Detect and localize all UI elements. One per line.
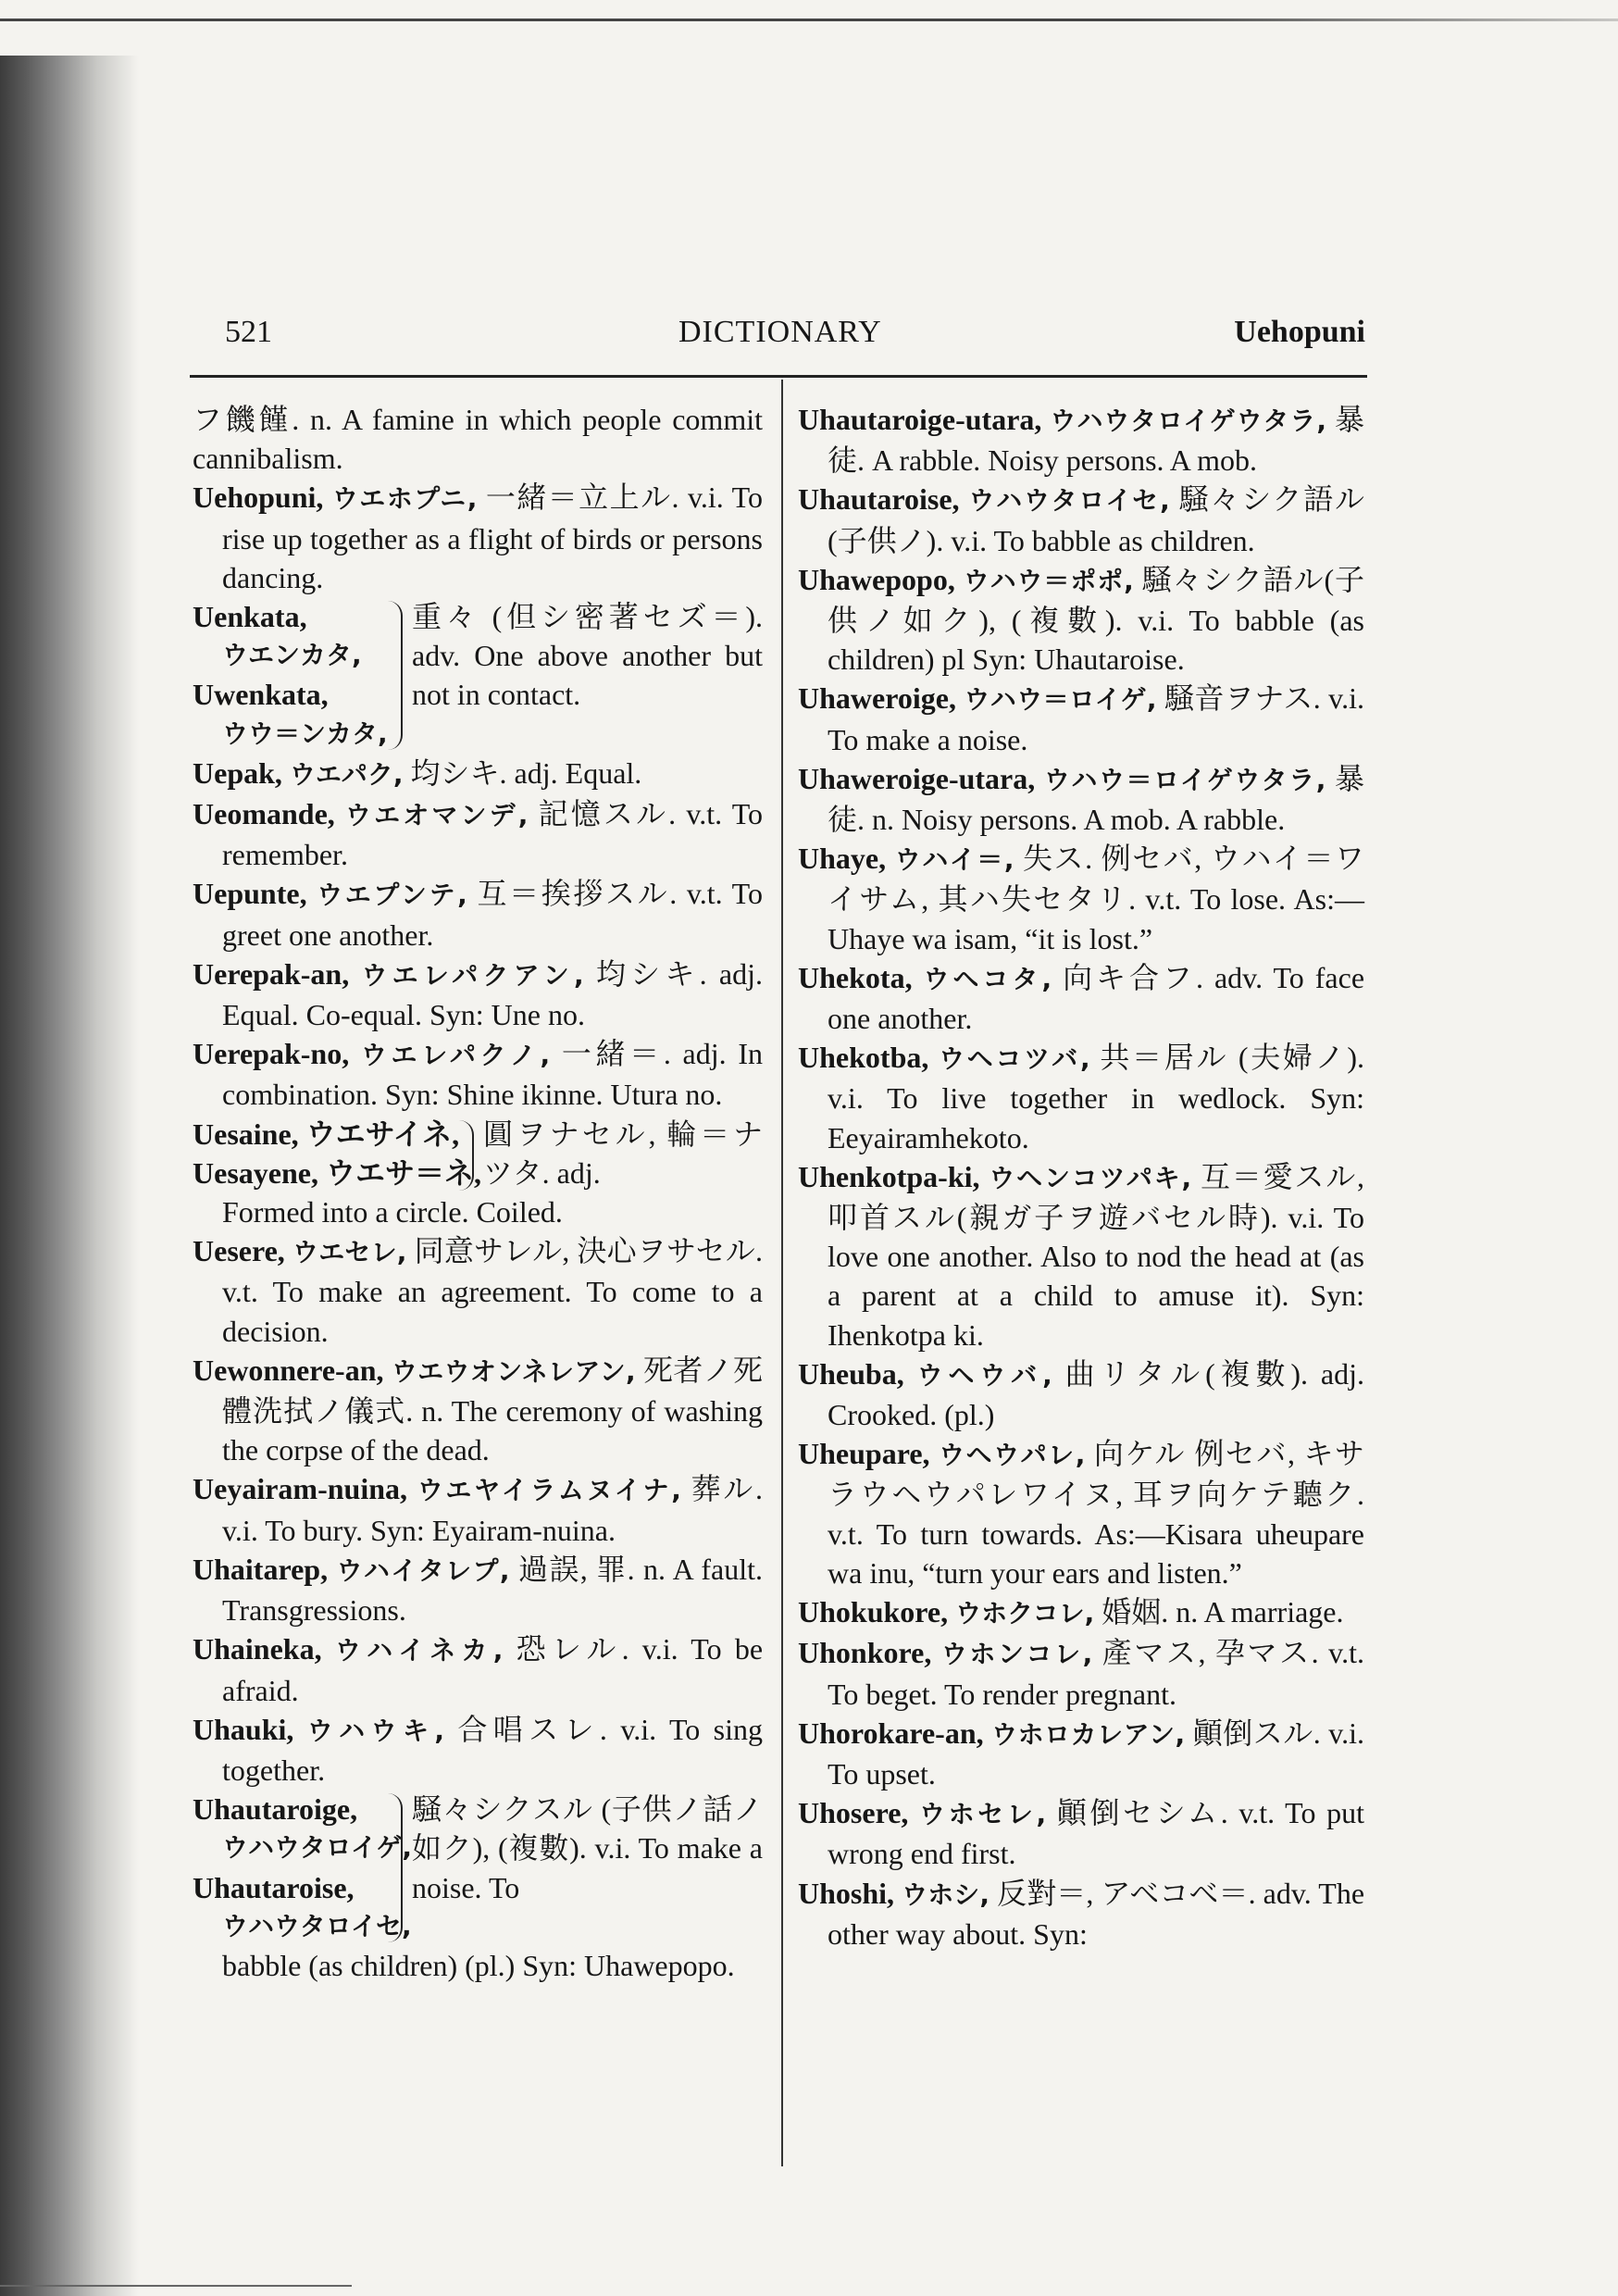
entry-definition: 一緒＝. adj. In combination. Syn: Shine ikinne. Utura no. [222,1037,763,1112]
entry-kana: ウヘウバ, [916,1359,1052,1391]
dictionary-entry [193,955,763,1034]
entry-headword-variant: ウハウタロイセ, [222,1910,412,1941]
entry-headword-variant: Uhautaroise, [193,1870,355,1904]
entry-kana: ウハウ＝ロイゲ, [964,684,1157,716]
entry-headword: Uerepak-an, [193,956,350,991]
entry-definition: 均シキ. adj. Equal. [410,755,642,790]
entry-headword: Uhoshi, [798,1876,895,1910]
scan-gutter-shadow [0,56,139,2296]
entry-kana: ウハイ＝, [894,844,1014,876]
entry-definition: 恐レル. v.i. To be afraid. [222,1632,764,1707]
curly-brace [388,601,403,750]
entry-headword: Uhonkore, [798,1636,932,1670]
entry-kana: ウエヤイラムヌイナ, [417,1475,681,1506]
entry-headword: Uhekota, [798,960,913,994]
entry-kana: ウハイネカ, [334,1635,504,1666]
dictionary-entry [798,1434,1364,1592]
entry-kana: ウエプンテ, [317,880,467,911]
entry-headword: Uehopuni, [193,480,324,515]
entry-headword: Uhenkotpa-ki, [798,1159,980,1193]
scan-top-line [0,19,1618,21]
entry-headword: Uepunte, [193,877,307,911]
entry-headword-variant: ウエンカタ, [222,640,362,671]
entry-headword: Uhorokare-an, [798,1716,984,1750]
dictionary-entry [798,1633,1364,1713]
dictionary-entry [798,1157,1364,1354]
entry-definition: 均シキ. adj. Equal. Co-equal. Syn: Une no. [222,956,763,1032]
dictionary-entry [798,1714,1364,1793]
entry-headword: Uhaweroige-utara, [798,761,1036,795]
entry-headword: Uesere, [193,1234,285,1268]
entry-headword: Uepak, [193,755,282,790]
right-column [798,400,1364,1953]
entry-headword: Uhauki, [193,1712,294,1746]
curly-brace [459,1120,474,1191]
scan-bottom-line [0,2285,352,2287]
entry-kana: ウハイタレプ, [336,1554,510,1586]
dictionary-entry [798,480,1364,559]
entry-headword: Uewonnere-an, [193,1353,384,1387]
entry-definition: 葬ル. v.i. To bury. Syn: Eyairam-nuina. [222,1472,763,1547]
entry-kana: ウハウ＝ポポ, [963,565,1134,596]
entry-kana: ウヘンコツパキ, [989,1162,1192,1193]
entry-definition: 騒音ヲナス. v.i. To make a noise. [828,681,1364,756]
dictionary-entry [193,478,763,597]
dictionary-entry [798,1592,1364,1633]
page-header [225,315,1365,361]
entry-kana: ウホンコレ, [940,1639,1093,1670]
entry-definition: 死者ノ死體洗拭ノ儀式. n. The ceremony of washing the corpse of the dead. [222,1353,763,1467]
entry-headword: Uhokukore, [798,1595,949,1629]
entry-definition: 婚姻. n. A marriage. [1101,1595,1344,1629]
entry-definition-continued: Formed into a circle. Coiled. [222,1195,563,1229]
entry-definition: 共＝居ル (夫婦ノ). v.i. To live together in wedlock. Syn: Eeyairamhekoto. [828,1041,1364,1154]
entry-headword: Uhaye, [798,842,887,876]
entry-kana: ウエホプニ, [331,483,478,515]
entry-kana: ウホセレ, [919,1799,1047,1830]
entry-kana: ウエオマンデ, [344,800,529,831]
dictionary-entry [193,754,763,794]
entry-definition: 重々 (但シ密著セズ＝). adv. One above another but not in contact. [412,600,763,712]
entry-definition: 互＝挨拶スル. v.t. To greet one another. [222,877,763,952]
dictionary-entry [798,560,1364,680]
guide-word: Uehopuni [1234,315,1365,349]
dictionary-entry [798,400,1364,480]
entry-kana: ウエレパクノ, [360,1040,551,1071]
entry-headword: Uhekotba, [798,1041,929,1075]
dictionary-entry [193,1629,763,1709]
entry-kana: ウエウオンネレアン, [391,1355,636,1387]
entry-definition: 顚倒セシム. v.t. To put wrong end first. [828,1796,1365,1871]
entry-definition: 騒々シク語ル(子供ノ如ク), (複數). v.i. To babble (as children) pl Syn: Uhautaroise. [828,562,1364,677]
entry-kana: ウハウタロイセ, [968,485,1170,517]
entry-headword: Ueomande, [193,797,335,831]
entry-headword-variant: Uwenkata, [193,678,329,712]
entry-headword: Uhaweroige, [798,681,956,716]
dictionary-entry [798,759,1364,839]
entry-definition-continued: babble (as children) (pl.) Syn: Uhawepopo. [222,1948,735,1982]
left-column [193,400,763,1985]
dictionary-entry [193,1351,763,1470]
entry-headword-variant: ウハウタロイゲ, [222,1832,412,1864]
dictionary-entry [798,1038,1364,1157]
entry-variant-forms [193,597,392,754]
entry-definition: 同意サレル, 決心ヲサセル. v.t. To make an agreement. To come to a decision. [222,1234,764,1348]
entry-headword: Uhautaroige-utara, [798,403,1042,436]
entry-definition: 過誤, 罪. n. A fault. Transgressions. [222,1552,763,1628]
entry-kana: ウエレパクアン, [361,959,584,991]
dictionary-entry [193,874,763,954]
dictionary-entry [193,1790,763,1946]
entry-kana: ウヘウパレ, [939,1440,1086,1471]
entry-headword: Uheuba, [798,1356,904,1391]
entry-headword: Uhosere, [798,1796,909,1830]
dictionary-entry [798,1874,1364,1953]
entry-headword-variant: Uesayene, ウエサ＝ネ, [193,1155,481,1190]
entry-definition: 合唱スレ. v.i. To sing together. [222,1712,763,1787]
dictionary-entry [193,597,763,754]
entry-definition: 圓ヲナセル, 輪＝ナツタ. adj. [483,1117,763,1190]
entry-definition: 反對＝, アベコベ＝. adv. The other way about. Syn: [828,1876,1365,1951]
entry-kana: ウホクコレ, [955,1598,1095,1629]
entry-headword: Uerepak-no, [193,1037,350,1071]
entry-continuation: フ饑饉. n. A famine in which people commit cannibalism. [193,403,763,476]
entry-headword: Uhaineka, [193,1632,322,1666]
entry-headword: Uhaitarep, [193,1552,329,1586]
dictionary-entry [798,1793,1364,1873]
header-rule [190,375,1367,378]
dictionary-entry [193,1710,763,1790]
entry-definition: 向ケル 例セバ, キサラウヘウパレワイヌ, 耳ヲ向ケテ聽ク. v.t. To turn towards. As:—Kisara uheupare wa inu, “turn your ears and listen.” [828,1437,1365,1590]
dictionary-entry [193,1550,763,1629]
entry-kana: ウヘコツバ, [939,1043,1090,1075]
curly-brace [388,1793,403,1942]
dictionary-entry [193,1469,763,1549]
column-divider [781,380,783,2166]
dictionary-entry [798,839,1364,958]
entry-kana: ウホシ, [902,1878,990,1910]
entry-headword-variant: Uesaine, ウエサイネ, [193,1117,460,1151]
dictionary-entry [798,958,1364,1038]
entry-kana: ウエセレ, [292,1237,407,1268]
entry-headword-variant: Uhautaroige, [193,1792,358,1827]
entry-definition: 失ス. 例セバ, ウハイ＝ワイサム, 其ハ失セタリ. v.t. To lose. As:— Uhaye wa isam, “it is lost.” [828,842,1364,955]
page-number: 521 [225,315,272,349]
entry-headword: Uhawepopo, [798,562,955,596]
entry-definition: 騒々シク語ル (子供ノ). v.i. To babble as children. [828,482,1365,557]
entry-variant-forms [193,1115,481,1192]
entry-headword: Uhautaroise, [798,482,960,517]
entry-definition: 互＝愛スル, 叩首スル(親ガ子ヲ遊バセル時). v.i. To love one another. Also to nod the head at (as a parent at a child to amuse it). Syn: Ihenkotpa ki. [828,1159,1365,1352]
entry-definition: 記憶スル. v.t. To remember. [222,797,764,872]
entry-variant-forms [193,1790,412,1946]
entry-definition: 曲リタル(複數). adj. Crooked. (pl.) [828,1356,1364,1432]
entry-kana: ウエパク, [289,758,404,790]
entry-kana: ウハウタロイゲウタラ, [1050,406,1326,436]
dictionary-entry [193,1034,763,1114]
entry-headword: Uheupare, [798,1437,930,1471]
entry-headword-variant: ウウ＝ンカタ, [222,718,388,749]
entry-definition: 騒々シクスル (子供ノ話ノ如ク), (複數). v.i. To make a noise. To [412,1792,763,1904]
entry-kana: ウハウキ, [306,1715,444,1746]
dictionary-entry [798,1354,1364,1434]
entry-definition: 暴徒. A rabble. Noisy persons. A mob. [828,403,1365,478]
entry-kana: ウホロカレアン, [991,1718,1186,1750]
dictionary-entry [798,679,1364,758]
entry-definition: 產マス, 孕マス. v.t. To beget. To render pregnant. [828,1636,1364,1711]
entry-definition: 暴徒. n. Noisy persons. A mob. A rabble. [828,761,1365,837]
entry-headword-variant: Uenkata, [193,600,307,634]
entry-definition: 一緒＝立上ル. v.i. To rise up together as a flight of birds or persons dancing. [222,480,763,594]
dictionary-entry [193,1231,763,1351]
entry-kana: ウハウ＝ロイゲウタラ, [1043,764,1326,795]
entry-definition: 向キ合フ. adv. To face one another. [828,960,1365,1036]
running-title: DICTIONARY [678,315,882,349]
dictionary-entry [193,794,763,874]
entry-headword: Ueyairam-nuina, [193,1472,407,1506]
entry-kana: ウヘコタ, [923,963,1052,994]
entry-definition: 顚倒スル. v.i. To upset. [828,1716,1365,1791]
dictionary-entry [193,1115,763,1192]
